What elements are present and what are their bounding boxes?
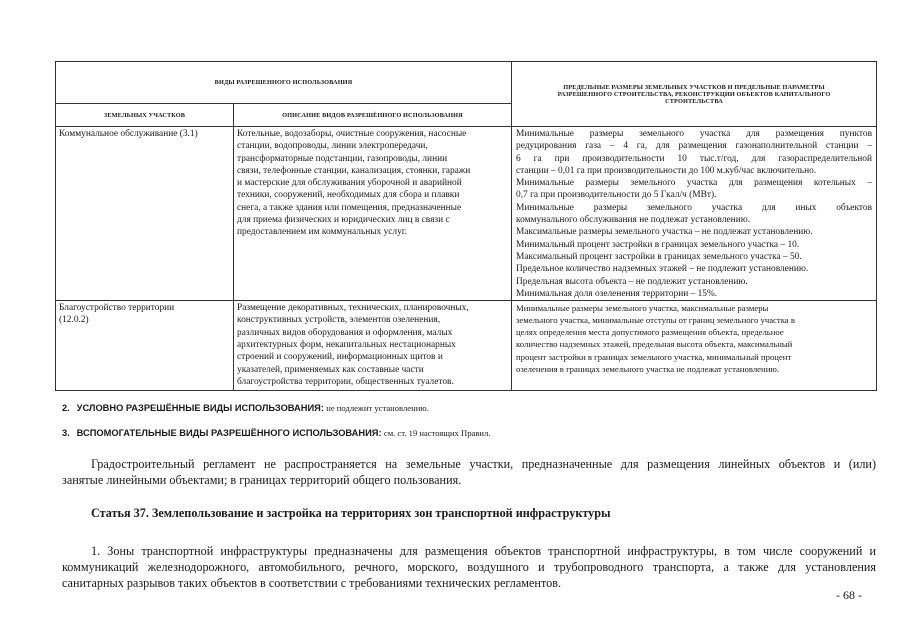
header-description-cell xyxy=(234,104,512,127)
table-row xyxy=(56,127,877,301)
paragraph-line: 1. Зоны транспортной инфраструктуры предназначены для размещения объектов транспортной инфраструктуры, в том числе сооружений и xyxy=(91,544,876,558)
parameter-line: Минимальные размеры земельного участка для иных объектов xyxy=(516,202,872,213)
header-land-plots-label: ЗЕМЕЛЬНЫХ УЧАСТКОВ xyxy=(103,111,186,119)
use-parameters xyxy=(512,127,876,300)
parameter-line: Минимальная доля озеленения территории – 15%. xyxy=(516,288,718,299)
table-row xyxy=(56,301,877,391)
header-group-label: ВИДЫ РАЗРЕШЕННОГО ИСПОЛЬЗОВАНИЯ xyxy=(214,79,353,86)
article-paragraph xyxy=(62,543,876,591)
use-name: Благоустройство территории (12.0.2) xyxy=(59,303,175,326)
page-number: - 68 - xyxy=(836,588,862,602)
header-parameters-cell xyxy=(512,62,877,127)
table-header-row xyxy=(56,62,877,104)
section-number: 3. xyxy=(62,428,70,438)
use-name-cell xyxy=(56,127,234,301)
paragraph-line: Градостроительный регламент не распространяется на земельные участки, предназначенные для размещения линейных объектов и (или) xyxy=(91,457,876,471)
article-title: Статья 37. Землепользование и застройка на территориях зон транспортной инфраструктуры xyxy=(91,506,611,520)
paragraph-line: санитарных разрывов таких объектов в соответствии с требованиями технических регламентов. xyxy=(62,576,562,590)
section-text: не подлежит установлению. xyxy=(326,403,429,413)
parameter-line: Максимальный процент застройки в границах земельного участка – 50. xyxy=(516,251,802,262)
regulation-paragraph xyxy=(62,456,876,488)
use-name-cell xyxy=(56,301,234,391)
parameter-line: 0,7 га при производительности до 5 Гкал/ч (МВт). xyxy=(516,190,717,201)
parameter-line: 6 га при производительности 10 тыс.т/год, для газораспределительной xyxy=(516,153,872,164)
section-title: УСЛОВНО РАЗРЕШЁННЫЕ ВИДЫ ИСПОЛЬЗОВАНИЯ: xyxy=(76,403,324,413)
use-description-cell xyxy=(234,127,512,301)
parameter-line: Минимальные размеры земельного участка для размещения пунктов xyxy=(516,129,872,139)
use-description: Котельные, водозаборы, очистные сооружения, насосные станции, водопроводы, линии электропередачи, трансформаторные подстанции, газопроводы, линии связи, телефонные станции, канализация, стоянки, гаражи и мастерские для обслуживания уборочной и аварийной техники, сооружений, необходимых для сбора и плавки снега, а также здания или помещения, предназначенные для приема физических и юридических лиц в связи с предоставлением им коммунальных услуг. xyxy=(237,129,471,238)
paragraph-line: коммуникаций железнодорожного, автомобильного, речного, морского, воздушного и трубопроводного транспорта, а также для установления xyxy=(62,560,876,574)
header-parameters-label: ПРЕДЕЛЬНЫЕ РАЗМЕРЫ ЗЕМЕЛЬНЫХ УЧАСТКОВ И ПРЕДЕЛЬНЫЕ ПАРАМЕТРЫ РАЗРЕШЕННОГО СТРОИТЕЛЬСТВА, РЕКОНСТРУКЦИИ ОБЪЕКТОВ КАПИТАЛЬНОГО СТРОИТЕЛЬСТВА xyxy=(557,83,831,105)
paragraph-line: занятые линейными объектами; в границах территорий общего пользования. xyxy=(62,473,462,487)
use-parameters-cell xyxy=(512,301,877,391)
parameter-line: Максимальные размеры земельного участка – не подлежат установлению. xyxy=(516,227,813,238)
parameter-line: коммунального обслуживания не подлежат установлению. xyxy=(516,215,751,226)
use-description-cell xyxy=(234,301,512,391)
parameter-line: Предельное количество надземных этажей – не подлежит установлению. xyxy=(516,264,809,275)
land-use-table xyxy=(55,61,877,391)
use-name: Коммунальное обслуживание (3.1) xyxy=(59,129,198,139)
parameter-line: Минимальный процент застройки в границах земельного участка – 10. xyxy=(516,239,800,250)
use-description: Размещение декоративных, технических, планировочных, конструктивных устройств, элементов озеленения, различных видов оборудования и оформления, малых архитектурных форм, некапитальных нестационарных строений и сооружений, информационных щитов и указателей, применяемых как составные части благоустройства территории, общественных туалетов. xyxy=(237,303,469,387)
section-number: 2. xyxy=(62,403,70,413)
section-text: см. ст. 19 настоящих Правил. xyxy=(383,428,491,438)
parameter-line: Предельная высота объекта – не подлежит установлению. xyxy=(516,276,748,287)
header-land-plots-cell xyxy=(56,104,234,127)
header-group-cell xyxy=(56,62,512,104)
section-auxiliary-uses xyxy=(62,428,490,438)
parameter-line: редуцирования газа – 4 га, для размещения газонаполнительной станции – xyxy=(516,141,872,152)
parameter-line: Минимальные размеры земельного участка для размещения котельных – xyxy=(516,178,872,189)
parameter-line: станции – 0,01 га при производительности до 100 м.куб/час включительно. xyxy=(516,165,817,176)
header-description-label: ОПИСАНИЕ ВИДОВ РАЗРЕШЁННОГО ИСПОЛЬЗОВАНИЯ xyxy=(282,111,463,119)
section-title: ВСПОМОГАТЕЛЬНЫЕ ВИДЫ РАЗРЕШЁННОГО ИСПОЛЬЗОВАНИЯ: xyxy=(76,428,382,438)
use-parameters: Минимальные размеры земельного участка, максимальные размеры земельного участка, минимальные отступы от границ земельного участка в целях определения места допустимого размещения объекта, предельное количество надземных этажей, предельная высота объекта, максимальный процент застройки в границах земельного участка, минимальный процент озеленения в границах земельного участка не подлежат установлению. xyxy=(516,303,795,374)
section-conditional-uses xyxy=(62,403,429,413)
use-parameters-cell xyxy=(512,127,877,301)
